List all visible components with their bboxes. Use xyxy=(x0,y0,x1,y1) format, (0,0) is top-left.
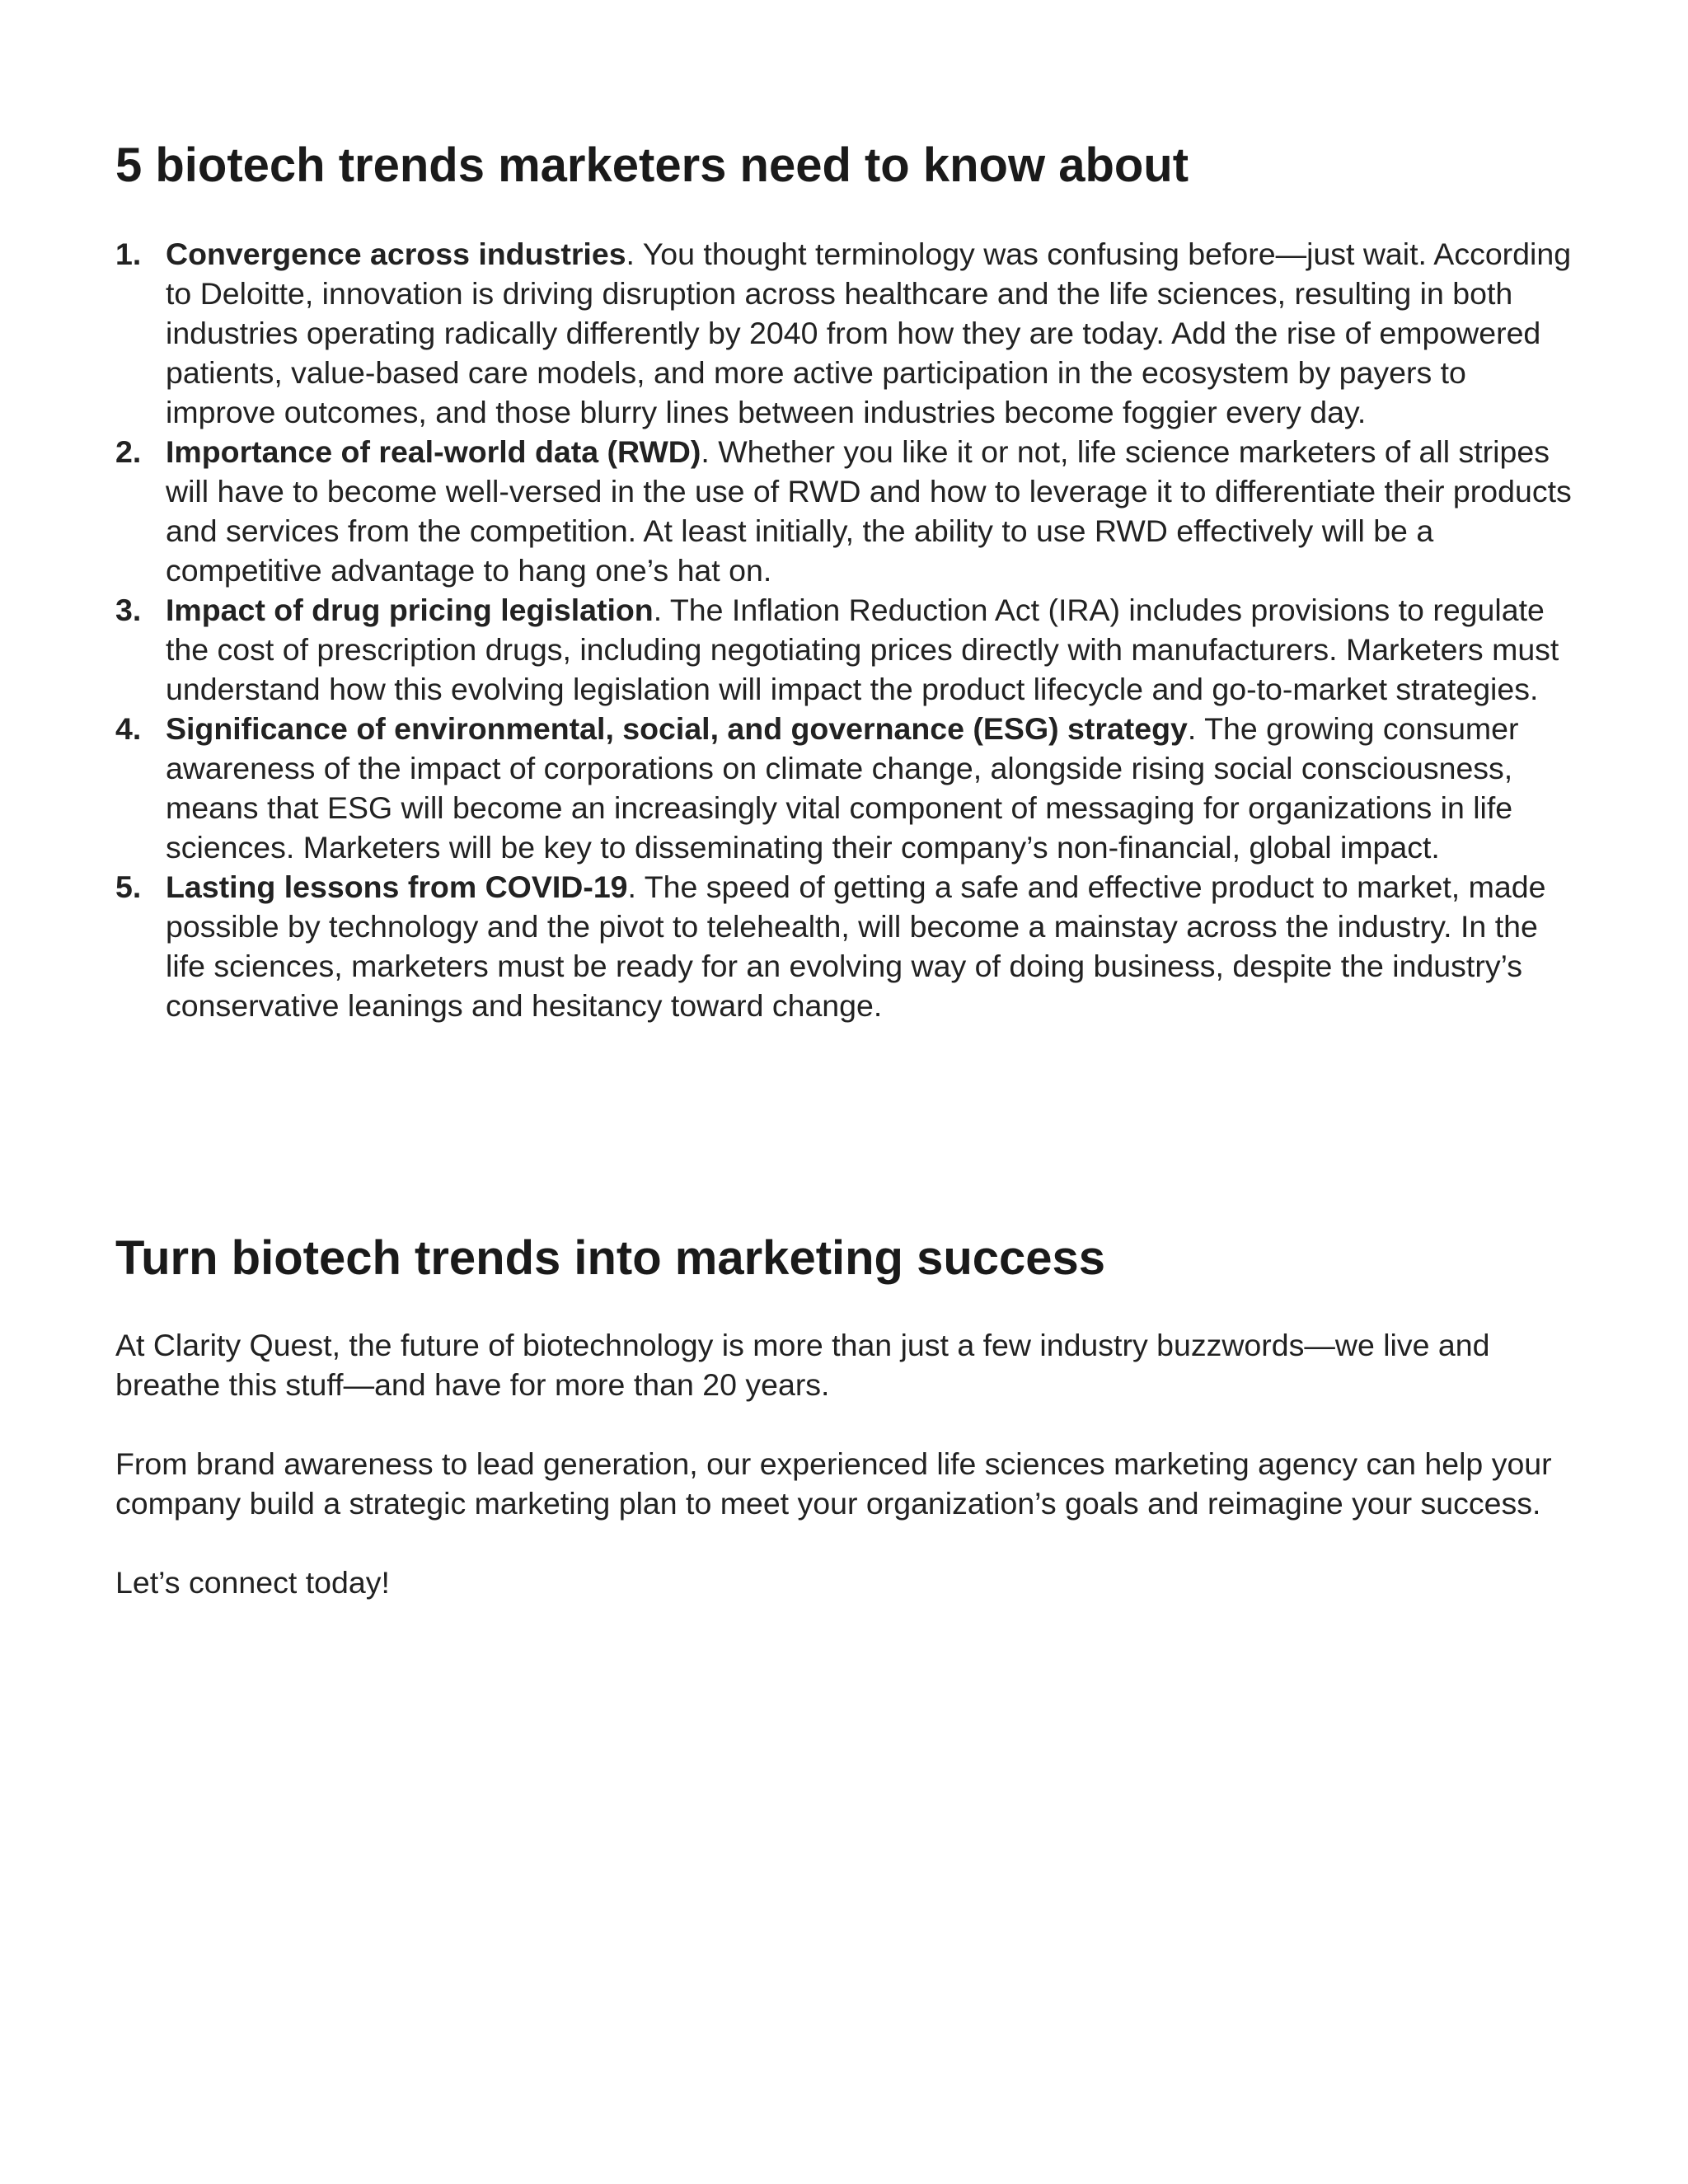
trend-title: Convergence across industries xyxy=(166,237,626,271)
trend-item-3 xyxy=(115,590,1574,709)
trend-title: Importance of real-world data (RWD) xyxy=(166,434,701,469)
closing-section xyxy=(115,1325,1574,1642)
trend-item-4 xyxy=(115,709,1574,867)
trend-title: Lasting lessons from COVID-19 xyxy=(166,869,628,904)
call-to-action: Let’s connect today! xyxy=(115,1565,390,1600)
trend-title: Impact of drug pricing legislation xyxy=(166,593,654,627)
success-heading: Turn biotech trends into marketing success xyxy=(115,1231,1106,1285)
trend-title: Significance of environmental, social, and governance (ESG) strategy xyxy=(166,711,1188,746)
trend-number: 4. xyxy=(115,711,142,746)
trend-text: . You thought terminology was confusing before—just wait. According to Deloitte, innovation is driving disruption across healthcare and the life sciences, resulting in both industries operating radically differently by 2040 from how they are today. Add the rise of empowered patients, value-based care models, and more active participation in the ecosystem by payers to improve outcomes, and those blurry lines between industries become foggier every day. xyxy=(166,237,1572,429)
trend-item-2 xyxy=(115,432,1574,590)
trend-text: . The growing consumer awareness of the impact of corporations on climate change, alongside rising social consciousness, means that ESG will become an increasingly vital component of messaging for organizations in life sciences. Marketers will be key to disseminating their company’s non-financial, global impact. xyxy=(166,711,1519,865)
trend-number: 2. xyxy=(115,434,142,469)
trend-number: 3. xyxy=(115,593,142,627)
services-paragraph: From brand awareness to lead generation, our experienced life sciences marketing agency can help your company build a strategic marketing plan to meet your organization’s goals and reimagine your success. xyxy=(115,1446,1552,1521)
trend-item-1 xyxy=(115,234,1574,432)
intro-paragraph: At Clarity Quest, the future of biotechnology is more than just a few industry buzzwords—we live and breathe this stuff—and have for more than 20 years. xyxy=(115,1328,1490,1402)
trend-text: . Whether you like it or not, life science marketers of all stripes will have to become well-versed in the use of RWD and how to leverage it to differentiate their products and services from the competition. At least initially, the ability to use RWD effectively will be a competitive advantage to hang one’s hat on. xyxy=(166,434,1572,588)
trend-number: 1. xyxy=(115,237,142,271)
trend-number: 5. xyxy=(115,869,142,904)
trend-text: . The Inflation Reduction Act (IRA) includes provisions to regulate the cost of prescription drugs, including negotiating prices directly with manufacturers. Marketers must understand how this evolving legislation will impact the product lifecycle and go-to-market strategies. xyxy=(166,593,1559,706)
trends-list xyxy=(115,234,1574,1025)
trends-heading: 5 biotech trends marketers need to know about xyxy=(115,138,1189,192)
trend-text: . The speed of getting a safe and effective product to market, made possible by technology and the pivot to telehealth, will become a mainstay across the industry. In the life sciences, marketers must be ready for an evolving way of doing business, despite the industry’s conservative leanings and hesitancy toward change. xyxy=(166,869,1546,1023)
trend-item-5 xyxy=(115,867,1574,1025)
